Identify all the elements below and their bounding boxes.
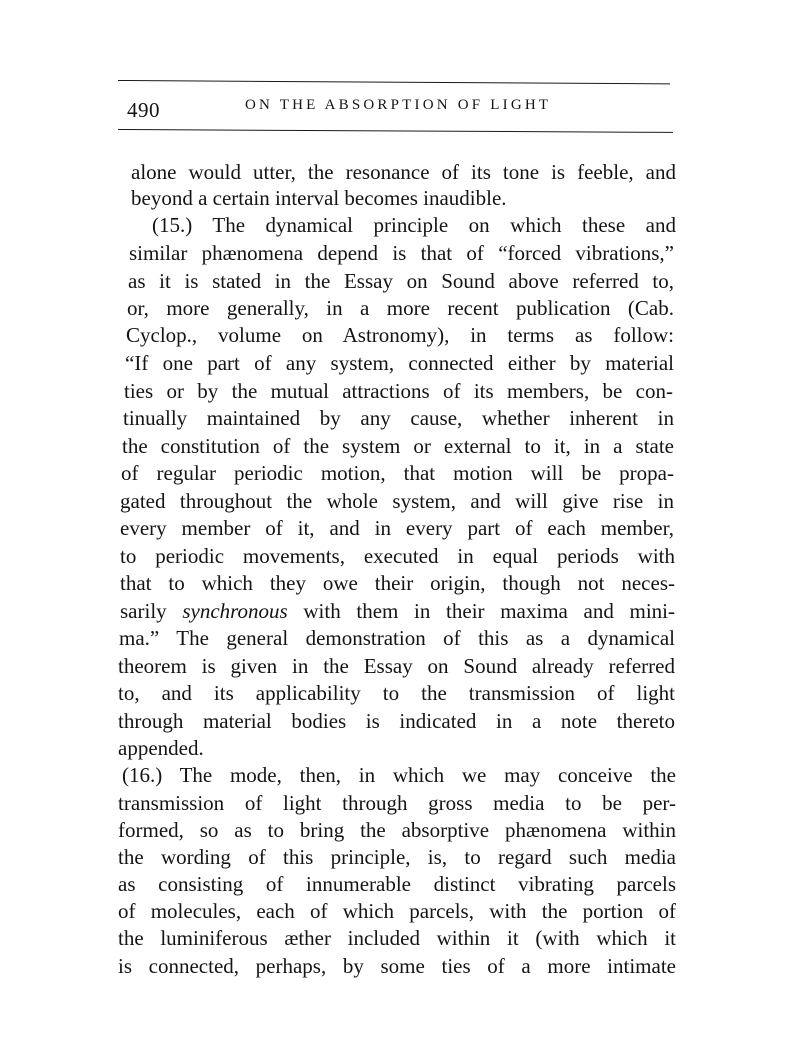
text-line: alone would utter, the resonance of its tone is feeble, and — [131, 160, 676, 184]
text-line-with-italic — [120, 598, 675, 624]
text-line: similar phænomena depend is that of “forced vibrations,” — [129, 241, 674, 265]
text-line: through material bodies is indicated in a note thereto — [118, 709, 675, 733]
text-line: to, and its applicability to the transmission of light — [118, 681, 675, 705]
text-line: the constitution of the system or external to it, in a state — [122, 434, 674, 458]
text-line: (15.) The dynamical principle on which these and — [152, 213, 676, 237]
text-line: ties or by the mutual attractions of its members, be con- — [124, 379, 673, 403]
page-number: 490 — [127, 98, 160, 122]
text-line: beyond a certain interval becomes inaudible. — [131, 186, 507, 210]
text-line: ma.” The general demonstration of this as a dynamical — [119, 626, 675, 650]
text-line: “If one part of any system, connected either by material — [125, 351, 674, 375]
text-line: Cyclop., volume on Astronomy), in terms as follow: — [126, 323, 674, 347]
text-line: transmission of light through gross media to be per- — [118, 791, 676, 815]
text-line: the wording of this principle, is, to regard such media — [118, 845, 676, 869]
text-line: as consisting of innumerable distinct vibrating parcels — [118, 872, 676, 896]
text-line: every member of it, and in every part of each member, — [120, 516, 674, 540]
text-line: the luminiferous æther included within it (with which it — [118, 926, 676, 950]
text-line: is connected, perhaps, by some ties of a more intimate — [118, 954, 676, 978]
text-line: of regular periodic motion, that motion will be propa- — [121, 461, 674, 485]
text-line: (16.) The mode, then, in which we may conceive the — [122, 763, 676, 787]
text-line: to periodic movements, executed in equal periods with — [120, 544, 675, 568]
text-line: theorem is given in the Essay on Sound already referred — [118, 654, 675, 678]
text-line: gated throughout the whole system, and will give rise in — [120, 489, 674, 513]
text-line: that to which they owe their origin, though not neces- — [120, 571, 675, 595]
text-line: formed, so as to bring the absorptive phænomena within — [118, 818, 676, 842]
text-line: appended. — [118, 736, 204, 760]
text-line: of molecules, each of which parcels, with the portion of — [118, 899, 676, 923]
text-line: tinually maintained by any cause, whether inherent in — [123, 406, 674, 430]
running-head: ON THE ABSORPTION OF LIGHT — [245, 97, 552, 113]
text-run: with them in their maxima and mini- — [287, 599, 675, 623]
italic-word: synchronous — [182, 599, 288, 623]
text-line: or, more generally, in a more recent publication (Cab. — [127, 296, 674, 320]
text-run: sarily — [120, 599, 183, 623]
text-line: as it is stated in the Essay on Sound above referred to, — [128, 269, 674, 293]
